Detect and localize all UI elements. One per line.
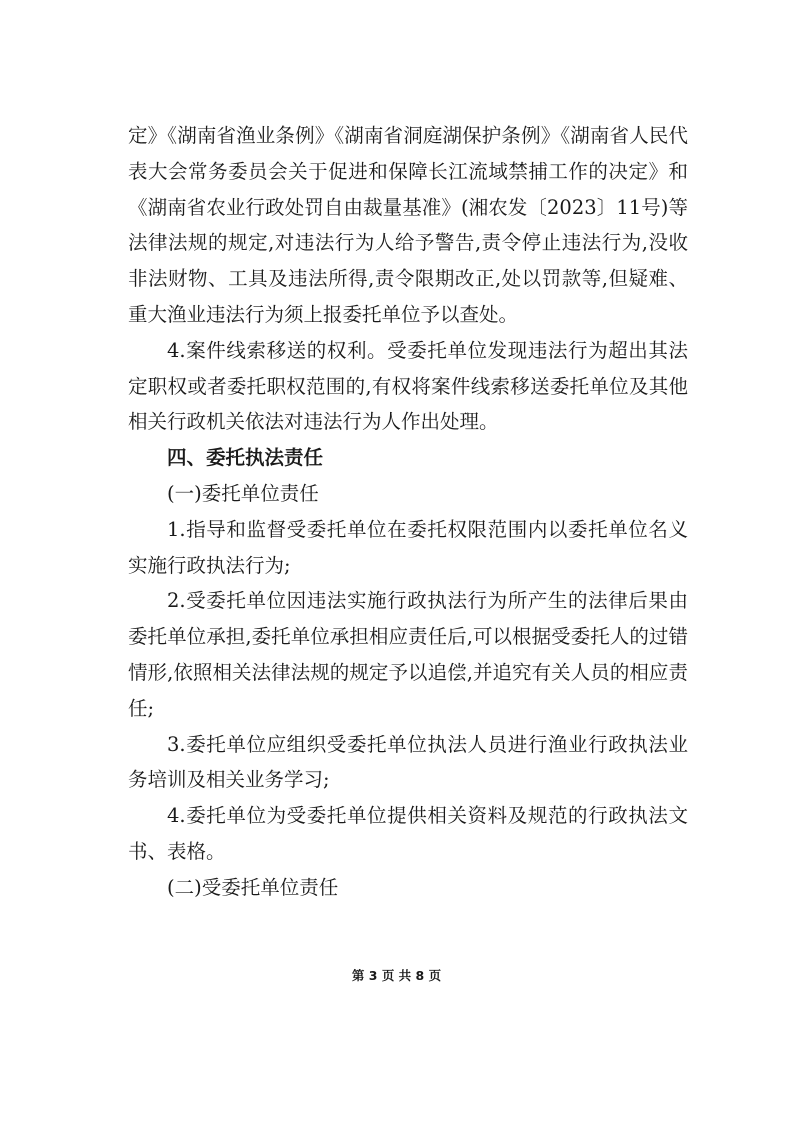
paragraph-item-3: 3.委托单位应组织受委托单位执法人员进行渔业行政执法业务培训及相关业务学习; [128, 732, 688, 792]
paragraph-item-4: 4.委托单位为受委托单位提供相关资料及规范的行政执法文书、表格。 [128, 804, 688, 863]
subheading-entrusting-unit: (一)委托单位责任 [167, 481, 319, 505]
document-body [128, 118, 688, 906]
paragraph-item-1: 1.指导和监督受委托单位在委托权限范围内以委托单位名义实施行政执法行为; [128, 517, 688, 577]
subheading-entrusted-unit: (二)受委托单位责任 [167, 875, 339, 899]
page-number-footer: 第 3 页 共 8 页 [351, 968, 442, 983]
paragraph-item-2: 2.受委托单位因违法实施行政执法行为所产生的法律后果由委托单位承担,委托单位承担相应责任后,可以根据受委托人的过错情形,依照相关法律法规的规定予以追偿,并追究有关人员的相应责任; [128, 589, 688, 720]
paragraph-case-transfer-right: 4.案件线索移送的权利。受委托单位发现违法行为超出其法定职权或者委托职权范围的,有权将案件线索移送委托单位及其他相关行政机关依法对违法行为人作出处理。 [128, 338, 688, 434]
paragraph-legal-basis: 定》《湖南省渔业条例》《湖南省洞庭湖保护条例》《湖南省人民代表大会常务委员会关于促进和保障长江流域禁捕工作的决定》和《湖南省农业行政处罚自由裁量基准》(湘农发〔2023〕11号)等法律法规的规定,对违法行为人给予警告,责令停止违法行为,没收非法财物、工具及违法所得,责令限期改正,处以罚款等,但疑难、重大渔业违法行为须上报委托单位予以查处。 [128, 124, 688, 326]
section-heading-responsibility: 四、委托执法责任 [167, 446, 324, 470]
